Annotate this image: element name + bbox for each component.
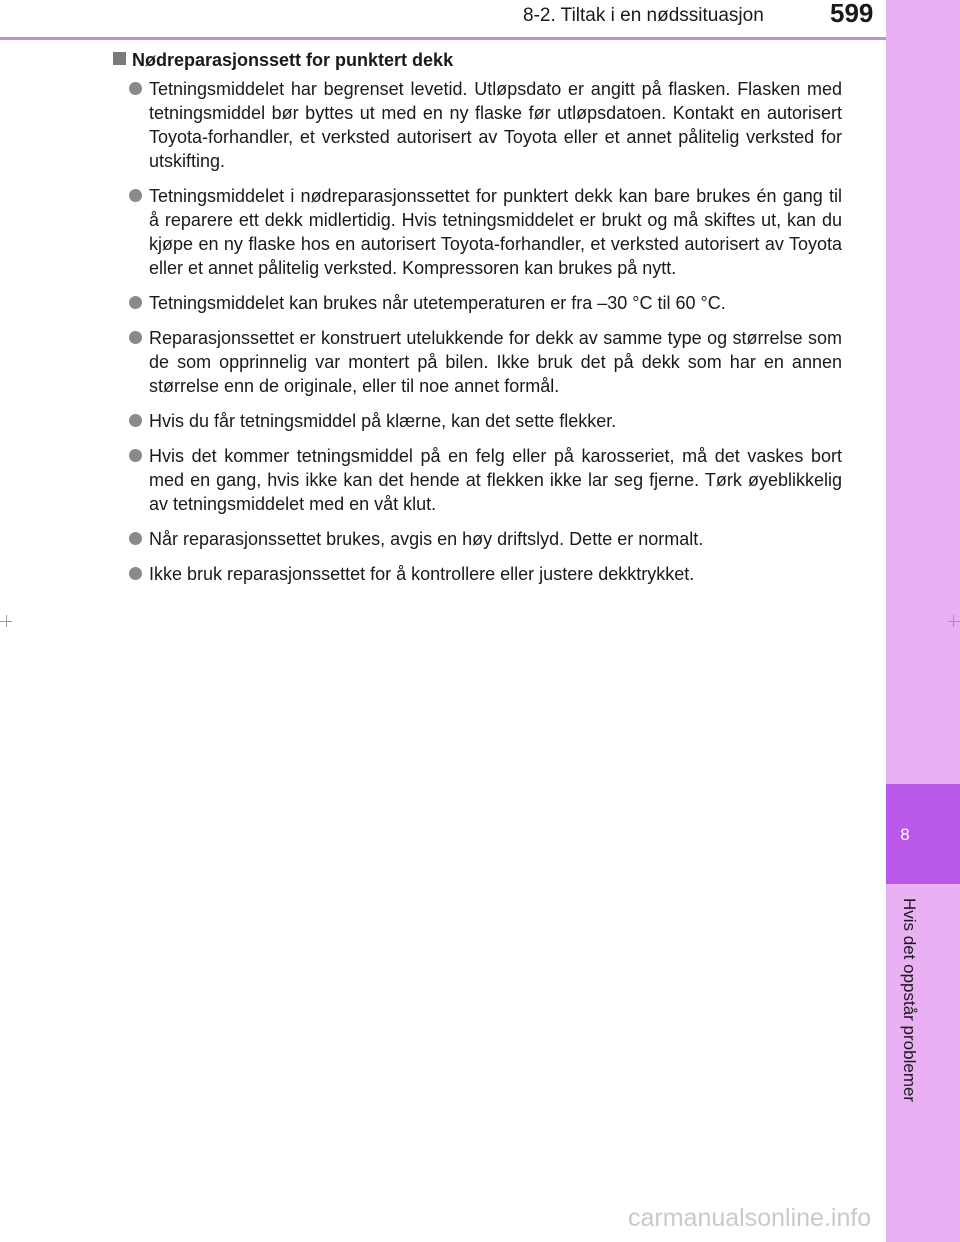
circle-bullet-icon [129, 449, 142, 462]
circle-bullet-icon [129, 414, 142, 427]
bullet-list [112, 77, 842, 586]
circle-bullet-icon [129, 296, 142, 309]
watermark-text: carmanualsonline.info [628, 1204, 872, 1232]
section-heading [112, 46, 842, 74]
list-item-text: Tetningsmiddelet har begrenset levetid. Utløpsdato er angitt på flasken. Flasken med tetningsmiddel bør byttes ut med en ny flaske før utløpsdatoen. Kontakt en autorisert Toyota-forhandler, et verksted autorisert av Toyota eller et annet pålitelig verksted for utskifting. [149, 79, 842, 171]
list-item-text: Reparasjonssettet er konstruert utelukkende for dekk av samme type og størrelse som de som opprinnelig var montert på bilen. Ikke bruk det på dekk som har en annen størrelse enn de originale, eller til noe annet formål. [149, 328, 842, 396]
list-item [112, 184, 842, 280]
circle-bullet-icon [129, 189, 142, 202]
main-content [112, 46, 842, 597]
section-heading-text: Nødreparasjonssett for punktert dekk [132, 50, 454, 70]
header-divider [0, 37, 886, 40]
square-bullet-icon [113, 52, 126, 65]
list-item-text: Hvis det kommer tetningsmiddel på en felg eller på karosseriet, må det vaskes bort med en gang, hvis ikke kan det hende at flekken ikke lar seg fjerne. Tørk øyeblikkelig av tetningsmiddelet med en våt klut. [149, 446, 842, 514]
list-item-text: Tetningsmiddelet kan brukes når utetemperaturen er fra –30 °C til 60 °C. [149, 293, 726, 313]
list-item [112, 444, 842, 516]
list-item [112, 527, 842, 551]
crop-mark-right-tick [953, 615, 954, 627]
list-item-text: Hvis du får tetningsmiddel på klærne, kan det sette flekker. [149, 411, 617, 431]
chapter-title: Hvis det oppstår problemer [900, 898, 919, 1103]
list-item [112, 291, 842, 315]
crop-mark-right [948, 621, 960, 622]
list-item [112, 77, 842, 173]
crop-mark-left-tick [6, 615, 7, 627]
circle-bullet-icon [129, 567, 142, 580]
circle-bullet-icon [129, 331, 142, 344]
header-section-title: 8-2. Tiltak i en nødssituasjon [523, 5, 764, 26]
list-item [112, 562, 842, 586]
list-item-text: Tetningsmiddelet i nødreparasjonssettet for punktert dekk kan bare brukes én gang til å reparere ett dekk midlertidig. Hvis tetningsmiddelet er brukt og må skiftes ut, kan du kjøpe en ny flaske hos en autorisert Toyota-forhandler, et verksted autorisert av Toyota eller et annet pålitelig verksted. Kompressoren kan brukes på nytt. [149, 186, 842, 278]
chapter-number: 8 [900, 825, 910, 844]
list-item [112, 326, 842, 398]
list-item [112, 409, 842, 433]
circle-bullet-icon [129, 532, 142, 545]
list-item-text: Ikke bruk reparasjonssettet for å kontrollere eller justere dekktrykket. [149, 564, 695, 584]
circle-bullet-icon [129, 82, 142, 95]
list-item-text: Når reparasjonssettet brukes, avgis en høy driftslyd. Dette er normalt. [149, 529, 704, 549]
page-number: 599 [830, 0, 874, 28]
